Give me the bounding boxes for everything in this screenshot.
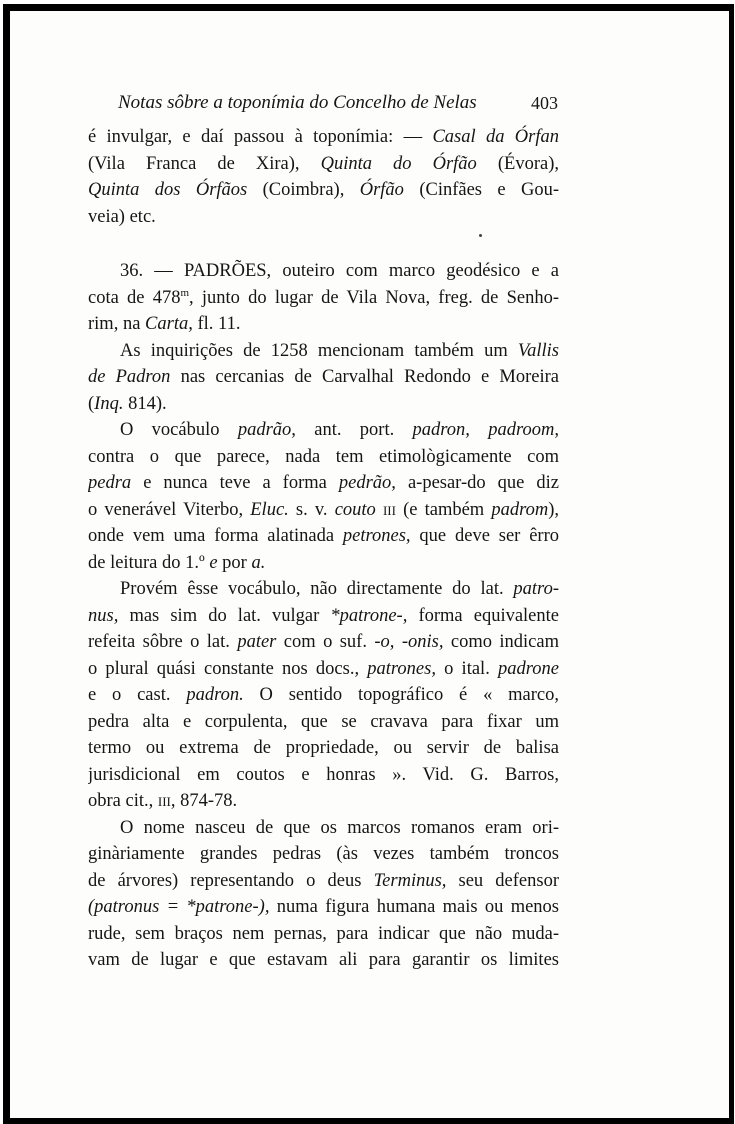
text-segment: o ital. <box>435 658 498 679</box>
text-segment: rim, na <box>88 314 146 334</box>
text-segment: contra o que parece, nada tem etimològicamente com <box>88 446 559 467</box>
italic-segment: petrones, <box>342 526 411 546</box>
text-line <box>88 151 559 178</box>
text-line <box>88 576 559 603</box>
text-line <box>88 444 559 471</box>
text-line <box>88 682 559 709</box>
text-segment: a-pesar-do que diz <box>395 473 559 493</box>
text-segment: nas cercanias de Carvalhal Redondo e Moreira <box>170 367 559 387</box>
text-line <box>88 470 559 497</box>
italic-segment: padron. <box>186 685 244 705</box>
italic-segment: pedrão, <box>338 473 396 493</box>
text-segment: pedra alta e corpulenta, que se cravava para fixar um <box>88 711 559 732</box>
text-segment: é invulgar, e daí passou à toponímia: — <box>88 127 433 147</box>
text-line <box>88 815 559 842</box>
text-segment: ( <box>88 393 95 414</box>
text-line <box>88 656 559 683</box>
text-segment: iii <box>382 499 396 520</box>
text-segment: onde vem uma forma alatinada <box>88 526 343 546</box>
text-line <box>88 603 559 630</box>
italic-segment: pater <box>237 632 277 652</box>
page-number: 403 <box>531 93 558 113</box>
text-segment: seu defensor <box>446 870 559 891</box>
text-segment: , 874-78. <box>170 791 238 811</box>
text-line <box>88 868 559 895</box>
italic-segment: padrone <box>498 658 559 679</box>
text-segment: O sentido topográfico é « marco, <box>243 685 559 705</box>
text-line <box>88 177 559 204</box>
text-line <box>88 124 559 151</box>
text-line <box>88 894 559 921</box>
text-line <box>88 921 559 948</box>
text-segment: obra cit., <box>88 791 158 811</box>
text-line <box>88 550 559 577</box>
text-segment: iii <box>157 791 171 811</box>
italic-segment: couto <box>334 499 376 520</box>
text-segment: o plural quási constante nos docs., <box>88 658 368 679</box>
header-title: Notas sôbre a toponímia do Concelho de Nelas <box>118 92 477 113</box>
superscript: m <box>180 286 190 299</box>
text-segment: As inquirições de 1258 mencionam também um <box>120 340 518 361</box>
text-line <box>88 258 559 285</box>
text-segment: rude, sem braços nem pernas, para indicar que não muda- <box>88 923 559 944</box>
text-segment: e nunca teve a forma <box>131 473 339 493</box>
text-segment: 36. — PADRÕES, outeiro com marco geodésico e a <box>120 261 559 281</box>
text-segment: vam de lugar e que estavam ali para garantir os limites <box>88 950 559 970</box>
text-line <box>88 338 559 365</box>
text-line <box>88 788 559 815</box>
italic-segment: (patronus = *patrone-), <box>88 897 270 917</box>
italic-segment: -o, -onis, <box>374 632 444 652</box>
text-line <box>88 841 559 868</box>
text-segment: O vocábulo <box>120 420 238 440</box>
italic-segment: Vallis <box>517 340 559 361</box>
text-segment: veia) etc. <box>88 206 156 227</box>
text-segment: numa figura humana mais ou menos <box>269 897 559 917</box>
body-text <box>88 124 559 974</box>
text-segment: e o cast. <box>88 685 187 705</box>
italic-segment: padrão, <box>237 420 296 440</box>
text-segment: Provém êsse vocábulo, não directamente do lat. <box>120 579 514 599</box>
text-segment: , junto do lugar de Vila Nova, freg. de Senho- <box>189 287 559 308</box>
text-segment: (Vila Franca de Xira), <box>88 153 321 174</box>
text-segment: forma equivalente <box>407 605 559 626</box>
italic-segment: Inq. <box>94 393 124 414</box>
text-line <box>88 629 559 656</box>
text-line <box>88 417 559 444</box>
text-segment <box>376 500 383 520</box>
text-line <box>88 709 559 736</box>
italic-segment: Quinta dos Órfãos <box>88 180 248 200</box>
text-line <box>88 947 559 974</box>
text-segment: (e também <box>395 499 492 520</box>
ink-speck <box>479 234 482 237</box>
italic-segment: Carta, <box>145 314 193 334</box>
italic-segment: a. <box>251 552 266 573</box>
text-segment: O nome nasceu de que os marcos romanos eram ori- <box>120 817 559 838</box>
italic-segment: Terminus, <box>373 870 447 891</box>
text-segment: que deve ser êrro <box>410 526 559 546</box>
text-line <box>88 204 559 231</box>
text-segment: 814). <box>123 393 167 414</box>
italic-segment: nus, <box>88 605 119 626</box>
italic-segment: Órfão <box>359 180 404 200</box>
text-segment: como indicam <box>443 632 559 652</box>
text-line <box>88 311 559 338</box>
italic-segment: Eluc. <box>250 499 289 520</box>
text-line <box>88 391 559 418</box>
text-segment: s. v. <box>288 499 335 520</box>
text-segment: (Évora), <box>476 153 559 174</box>
text-segment: termo ou extrema de propriedade, ou servir de balisa <box>88 738 559 758</box>
text-segment: (Cinfães e Gou- <box>403 180 559 200</box>
text-segment: de árvores) representando o deus <box>88 870 374 891</box>
text-segment: de leitura do 1.º <box>88 552 210 573</box>
italic-segment: de Padron <box>88 367 171 387</box>
text-segment: o venerável Viterbo, <box>88 499 251 520</box>
text-segment: por <box>217 552 252 573</box>
italic-segment: patrones, <box>367 658 436 679</box>
paragraph-gap <box>88 230 559 258</box>
text-line <box>88 285 559 312</box>
italic-segment: Quinta do Órfão <box>320 153 477 174</box>
text-segment: fl. 11. <box>192 314 241 334</box>
italic-segment: padrom <box>491 499 549 520</box>
text-segment: ), <box>548 499 559 520</box>
italic-segment: e <box>209 552 218 573</box>
text-segment: refeita sôbre o lat. <box>88 632 238 652</box>
italic-segment: Casal da Órfan <box>432 127 559 147</box>
text-segment: (Coimbra), <box>247 180 360 200</box>
italic-segment: pedra <box>88 473 132 493</box>
italic-segment: *patrone-, <box>330 605 408 626</box>
running-header <box>118 86 558 120</box>
text-segment: cota de 478 <box>88 287 181 308</box>
text-segment: mas sim do lat. vulgar <box>118 605 331 626</box>
text-segment: jurisdicional em coutos e honras ». Vid. G. Barros, <box>88 764 559 785</box>
italic-segment: padron, padroom, <box>412 420 559 440</box>
text-line <box>88 523 559 550</box>
text-segment: com o suf. <box>276 632 375 652</box>
text-segment: ant. port. <box>295 420 413 440</box>
text-segment: ginàriamente grandes pedras (às vezes também troncos <box>88 844 559 864</box>
text-line <box>88 497 559 524</box>
text-line <box>88 762 559 789</box>
text-line <box>88 364 559 391</box>
text-line <box>88 735 559 762</box>
italic-segment: patro- <box>513 579 559 599</box>
